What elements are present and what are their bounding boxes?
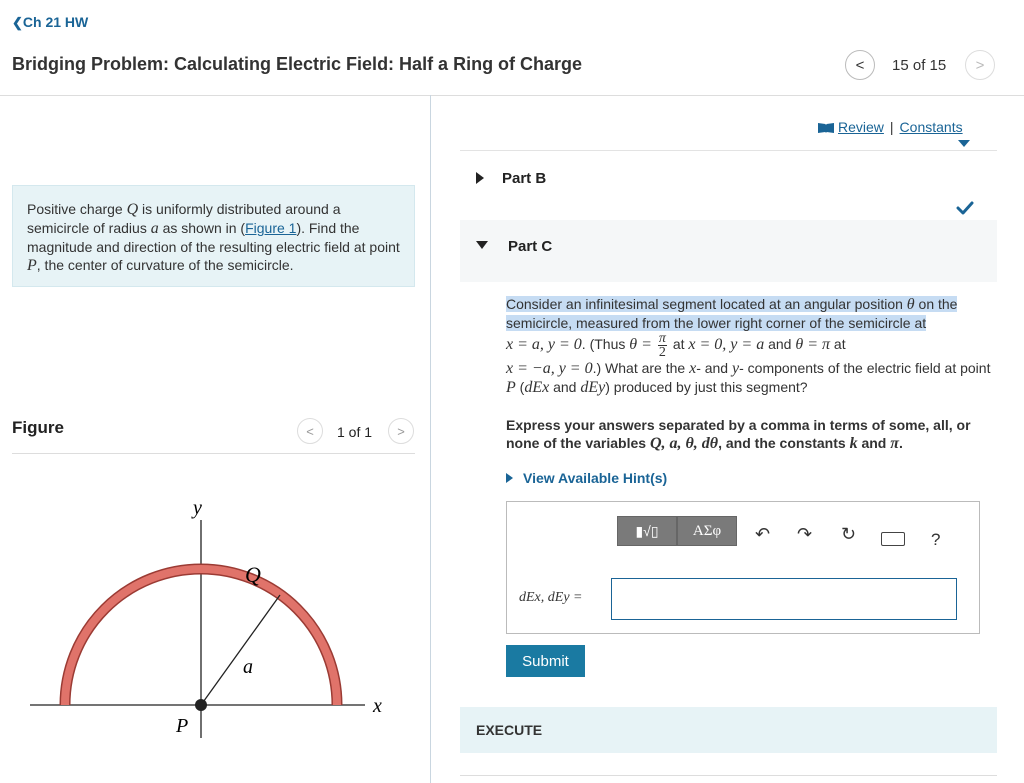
constants-link[interactable]: Constants xyxy=(899,119,963,135)
help-icon[interactable]: ? xyxy=(931,530,941,549)
figure-previous-button[interactable] xyxy=(297,418,323,444)
back-link-label: Ch 21 HW xyxy=(22,14,89,30)
question-text: Consider an infinitesimal segment located at an angular position θ on the semicircle, measured from the lower right corner of the semicircle at x = a, y = 0. (Thus θ = $\frac{\pi}{2}$ at x = 0, y = a and θ = π at x = −a, y = 0.) What are the x- and y- components of the electric field at point P (dEx and dEy) produced by just this segment? xyxy=(506,296,991,396)
problem-intro: Positive charge Q is uniformly distributed around a semicircle of radius a as shown in (Figure 1). Find the magnitude and direction of the resulting electric field at point P, the center of curvature of the semicircle. xyxy=(12,185,415,287)
chevron-right-icon: > xyxy=(397,423,405,439)
answer-input[interactable] xyxy=(611,578,957,620)
item-pager: 15 of 15 xyxy=(892,57,947,74)
header-divider xyxy=(0,95,1024,96)
links-divider xyxy=(460,150,997,151)
figure-divider xyxy=(12,453,415,454)
greek-symbols-button[interactable]: ΑΣφ xyxy=(677,516,737,546)
semicircle-figure xyxy=(30,490,400,750)
next-item-button[interactable] xyxy=(965,50,995,80)
checkmark-icon xyxy=(956,200,974,216)
bottom-divider xyxy=(460,775,997,776)
answer-panel xyxy=(506,501,980,634)
page-title: Bridging Problem: Calculating Electric Field: Half a Ring of Charge xyxy=(12,54,583,74)
resource-links xyxy=(818,119,963,135)
part-b-toggle[interactable] xyxy=(476,170,546,187)
point-p-label: P xyxy=(176,715,189,737)
view-hints-label: View Available Hint(s) xyxy=(523,470,668,486)
figure-pager: 1 of 1 xyxy=(337,424,373,440)
chevron-left-icon: < xyxy=(306,423,314,439)
radius-line xyxy=(201,595,280,705)
x-axis-label: x xyxy=(373,695,382,717)
figure-link[interactable]: Figure 1 xyxy=(245,220,297,236)
chevron-left-icon: < xyxy=(855,56,865,74)
previous-item-button[interactable] xyxy=(845,50,875,80)
review-link[interactable]: Review xyxy=(838,119,884,135)
figure-next-button[interactable] xyxy=(388,418,414,444)
templates-button[interactable]: ▮√▯ xyxy=(617,516,677,546)
part-c-label: Part C xyxy=(508,238,553,255)
reset-icon[interactable]: ↻ xyxy=(841,524,857,544)
keyboard-icon[interactable] xyxy=(881,532,905,546)
part-b-label: Part B xyxy=(502,170,547,187)
submit-button[interactable]: Submit xyxy=(506,645,585,677)
charge-label: Q xyxy=(245,562,261,587)
view-hints-toggle[interactable] xyxy=(506,470,667,486)
caret-down-icon xyxy=(476,241,488,249)
answer-instructions: Express your answers separated by a comma in terms of some, all, or none of the variables Q, a, θ, dθ, and the constants k and π. xyxy=(506,417,971,452)
chevron-right-icon: > xyxy=(975,56,985,74)
column-divider xyxy=(430,95,431,783)
caret-down-icon[interactable] xyxy=(958,140,970,147)
chevron-left-icon: ❮ xyxy=(12,15,23,30)
figure-heading: Figure xyxy=(12,418,64,437)
y-axis-label: y xyxy=(193,497,202,519)
book-icon xyxy=(818,123,834,133)
execute-label: EXECUTE xyxy=(476,722,543,738)
point-p-dot xyxy=(195,699,207,711)
radius-label: a xyxy=(243,656,253,678)
caret-right-icon xyxy=(476,172,484,184)
caret-right-icon xyxy=(506,473,513,483)
answer-label: dEx, dEy = xyxy=(519,590,583,605)
back-link[interactable] xyxy=(12,14,88,31)
undo-icon[interactable]: ↶ xyxy=(755,524,771,544)
part-c-toggle[interactable] xyxy=(476,238,552,255)
link-separator: | xyxy=(889,119,894,135)
redo-icon[interactable]: ↷ xyxy=(797,524,813,544)
